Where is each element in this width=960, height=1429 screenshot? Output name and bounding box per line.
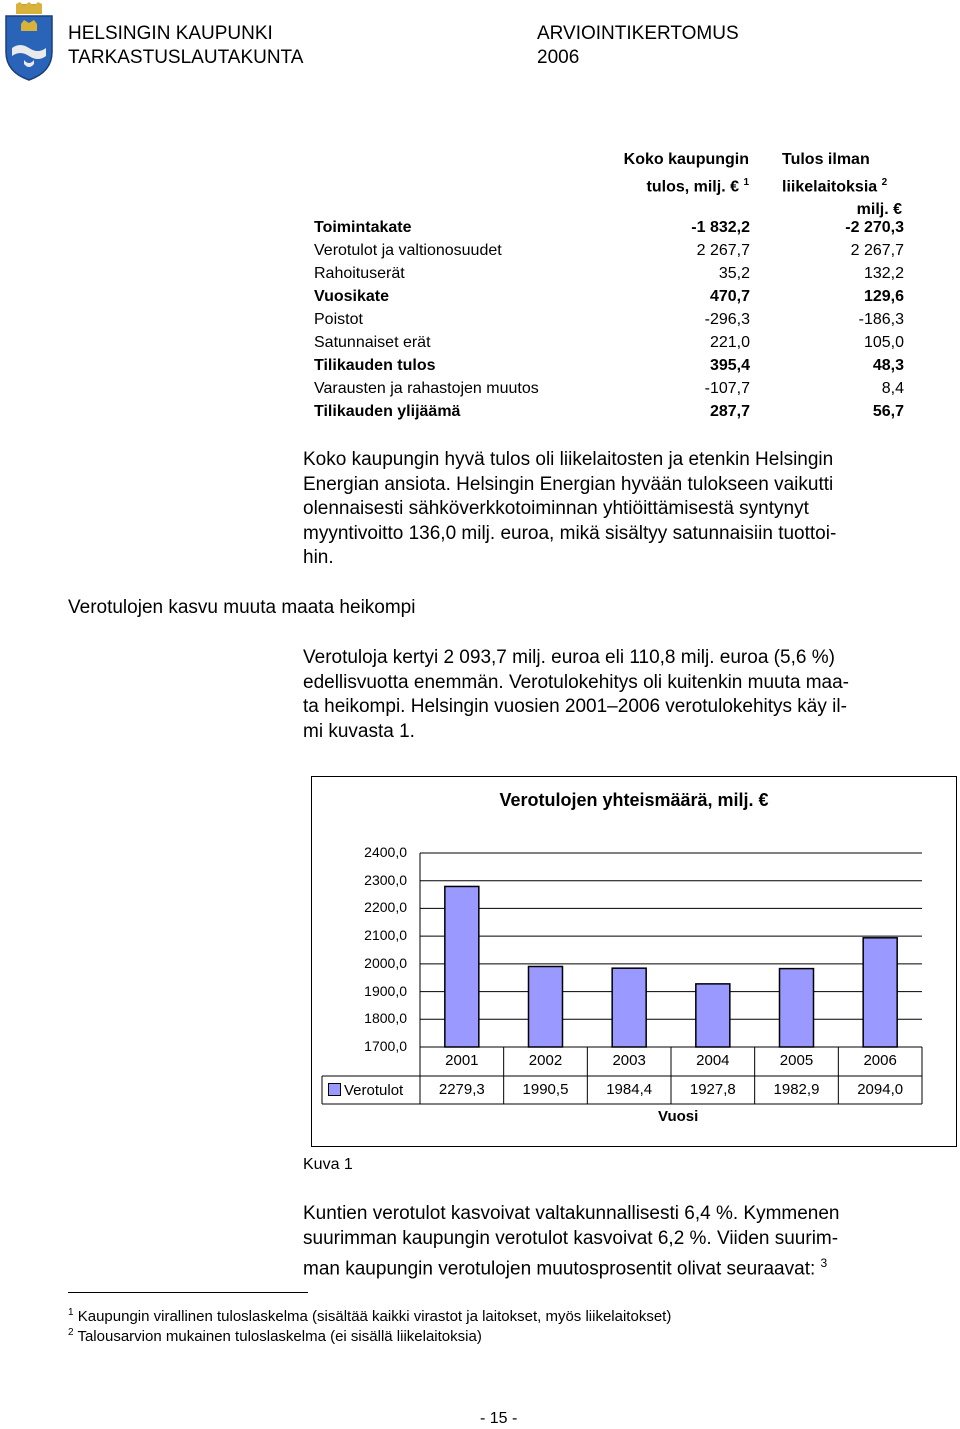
x-tick-label: 2005 xyxy=(779,1052,814,1069)
doc-title: ARVIOINTIKERTOMUS xyxy=(537,23,739,44)
table-row: Tilikauden tulos 395,4 48,3 xyxy=(314,357,904,374)
data-label: 1990,5 xyxy=(522,1081,569,1098)
table-col2-header: Tulos ilman liikelaitoksia $^2$ milj. € xyxy=(782,151,902,219)
x-tick-label: 2003 xyxy=(612,1052,646,1069)
y-tick-label: 2400,0 xyxy=(364,844,407,860)
chart-bars xyxy=(445,886,897,1047)
y-tick-label: 1900,0 xyxy=(364,982,407,999)
bar-2002 xyxy=(529,966,563,1047)
data-label: 1982,9 xyxy=(773,1081,820,1098)
data-label: 2279,3 xyxy=(438,1081,485,1098)
chart-title: Verotulojen yhteismäärä, milj. € xyxy=(499,790,769,810)
x-tick-label: 2006 xyxy=(863,1052,897,1069)
y-tick-label: 2200,0 xyxy=(364,899,407,916)
y-tick-label: 1800,0 xyxy=(364,1010,407,1027)
paragraph-national-comparison: Kuntien verotulot kasvoivat valtakunnallisesti 6,4 %. Kymmenen suurimman kaupungin verotulot kasvoivat 6,2 %. Viiden suurim- man kaupungin verotulojen muutosprosentit olivat seuraavat: $^3$ xyxy=(303,1203,840,1280)
data-label: 2094,0 xyxy=(857,1081,904,1098)
data-label: 1927,8 xyxy=(689,1081,736,1098)
y-tick-label: 2100,0 xyxy=(364,927,407,944)
table-row: Satunnaiset erät 221,0 105,0 xyxy=(314,334,904,351)
table-row: Varausten ja rahastojen muutos -107,7 8,4 xyxy=(314,380,904,397)
table-row: Rahoituserät 35,2 132,2 xyxy=(314,265,904,282)
x-tick-label: 2001 xyxy=(445,1052,479,1069)
bar-2005 xyxy=(780,969,814,1047)
footnote-divider xyxy=(68,1292,308,1293)
page-number: - 15 - xyxy=(480,1410,518,1427)
bar-2006 xyxy=(863,938,897,1047)
footnote-1: $^1$ Kaupungin virallinen tuloslaskelma (sisältää kaikki virastot ja laitokset, myös liikelaitokset) xyxy=(68,1307,672,1325)
bar-2004 xyxy=(696,984,730,1047)
y-tick-label: 2000,0 xyxy=(364,954,407,971)
figure-caption: Kuva 1 xyxy=(303,1156,353,1173)
y-tick-label: 2300,0 xyxy=(364,871,407,888)
x-tick-label: 2002 xyxy=(528,1052,563,1069)
chart-gridlines xyxy=(420,853,922,1047)
table-row: Poistot -296,3 -186,3 xyxy=(314,311,904,328)
footnote-2: $^2$ Talousarvion mukainen tuloslaskelma (ei sisällä liikelaitoksia) xyxy=(68,1327,482,1345)
bar-2003 xyxy=(612,968,646,1047)
legend-swatch xyxy=(328,1083,341,1096)
legend-label: Verotulot xyxy=(344,1082,404,1099)
paragraph-result-explanation: Koko kaupungin hyvä tulos oli liikelaitosten ja etenkin Helsingin Energian ansiota. Helsingin Energian hyvään tulokseen vaikutti olennaisesti sähköverkkotoiminnan yhtiöittämisestä syntynyt myyntivoitto 136,0 milj. euroa, mikä sisältyy satunnaisiin tuottoi- hin. xyxy=(303,449,837,568)
org-unit: TARKASTUSLAUTAKUNTA xyxy=(68,47,304,68)
y-tick-label: 1700,0 xyxy=(364,1038,407,1054)
data-label: 1984,4 xyxy=(606,1081,653,1098)
doc-year: 2006 xyxy=(537,47,580,68)
side-heading: Verotulojen kasvu muuta maata heikompi xyxy=(68,597,416,618)
table-row: Vuosikate 470,7 129,6 xyxy=(314,288,904,305)
table-row: Tilikauden ylijäämä 287,7 56,7 xyxy=(314,403,904,420)
table-row: Toimintakate -1 832,2 -2 270,3 xyxy=(314,219,904,236)
bar-2001 xyxy=(445,886,479,1047)
x-tick-label: 2004 xyxy=(696,1052,730,1069)
org-name: HELSINGIN KAUPUNKI xyxy=(68,23,273,44)
paragraph-tax-revenue: Verotuloja kertyi 2 093,7 milj. euroa eli 110,8 milj. euroa (5,6 %) edellisvuotta enemmän. Verotulokehitys oli kuitenkin muuta maa- ta heikompi. Helsingin vuosien 2001–2006 verotulokehitys käy il- mi kuvasta 1. xyxy=(303,647,850,742)
table-col1-header: Koko kaupungin tulos, milj. € $^1$ xyxy=(623,151,749,196)
table-row: Verotulot ja valtionosuudet 2 267,7 2 267,7 xyxy=(314,242,904,259)
x-axis-label: Vuosi xyxy=(658,1108,699,1125)
